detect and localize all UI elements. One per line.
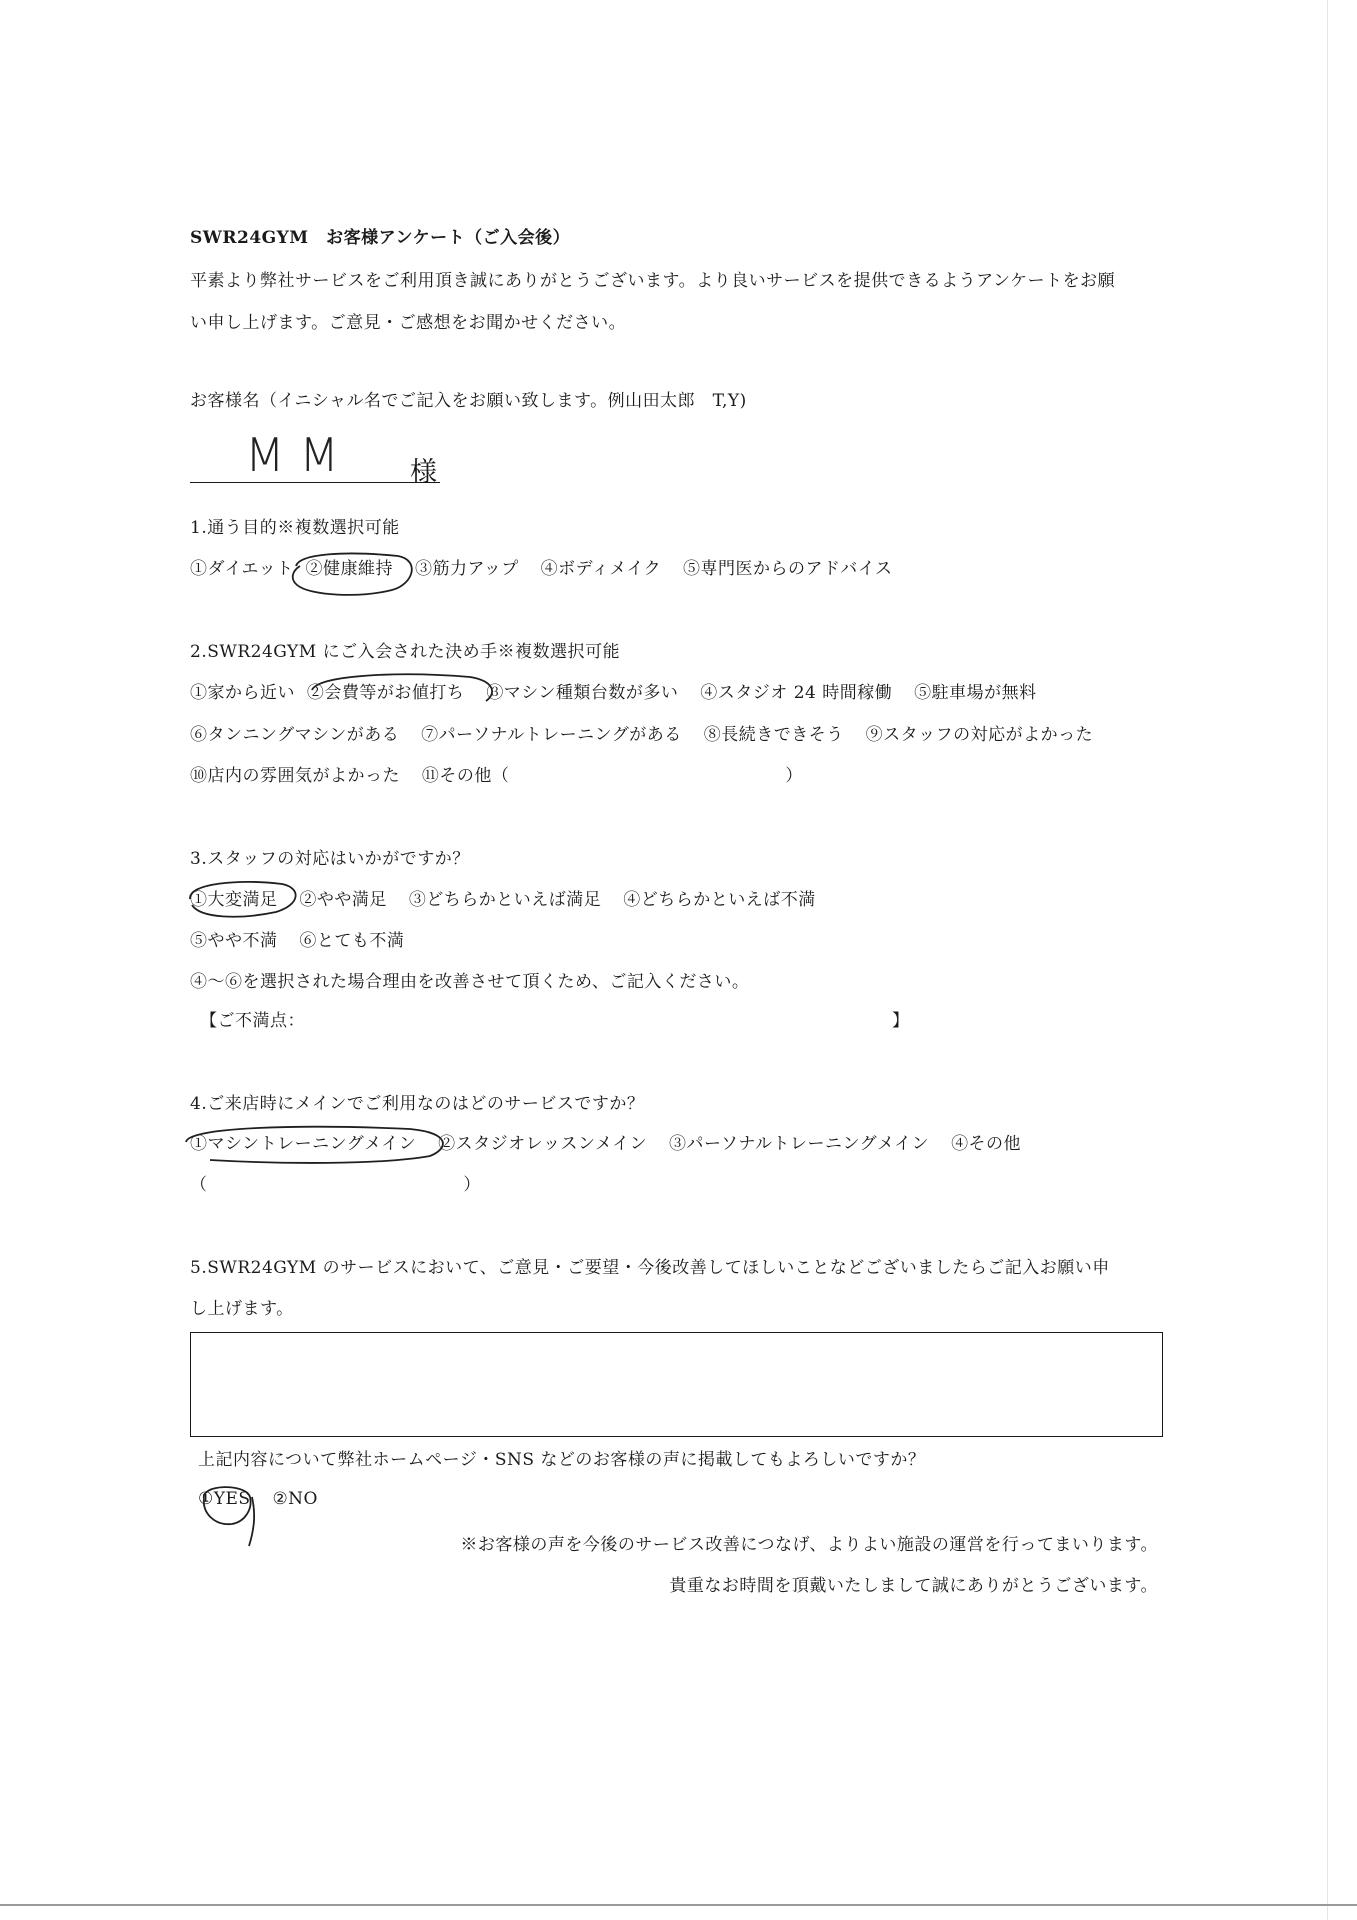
q2-options-row2 [190, 725, 1109, 745]
footer-thanks: 貴重なお時間を頂戴いたしまして誠にありがとうございます。 [669, 1576, 1158, 1596]
q4-option[interactable]: ③パーソナルトレーニングメイン [669, 1134, 930, 1154]
q1-option-selected[interactable]: ②健康維持 [305, 559, 394, 579]
footer-note: ※お客様の声を今後のサービス改善につなげ、よりよい施設の運営を行ってまいります。 [460, 1535, 1158, 1555]
q2-option[interactable]: ⑧長続きできそう [703, 725, 844, 745]
honorific: 様 [410, 457, 437, 488]
q2-options-row1 [190, 683, 1053, 703]
q4-other-open-paren: （ [190, 1175, 208, 1195]
name-underline [190, 482, 440, 483]
q1-option[interactable]: ⑤専門医からのアドバイス [683, 559, 893, 579]
scan-edge-right [1327, 0, 1328, 1920]
q2-option-selected[interactable]: ②会費等がお値打ち [306, 683, 465, 703]
intro-line-2: い申し上げます。ご意見・ご感想をお聞かせください。 [190, 313, 627, 333]
q4-option-selected[interactable]: ①マシントレーニングメイン [190, 1134, 417, 1154]
q5-title-2: し上げます。 [190, 1299, 294, 1319]
comment-textbox[interactable] [190, 1332, 1163, 1437]
q3-complaint-close: 】 [892, 1011, 910, 1031]
q1-options [190, 559, 909, 579]
consent-question: 上記内容について弊社ホームページ・SNS などのお客様の声に掲載してもよろしいですか？ [198, 1450, 926, 1470]
q2-option[interactable]: ③マシン種類台数が多い [486, 683, 679, 703]
q3-note: ④～⑥を選択された場合理由を改善させて頂くため、ご記入ください。 [190, 972, 750, 992]
q2-options-row3 [190, 766, 803, 786]
q3-option[interactable]: ⑤やや不満 [190, 931, 278, 951]
q3-option[interactable]: ②やや満足 [299, 890, 387, 910]
consent-options [198, 1489, 334, 1509]
q1-title: 1.通う目的※複数選択可能 [190, 518, 400, 538]
q5-title-1: 5.SWR24GYM のサービスにおいて、ご意見・ご要望・今後改善してほしいことなどございましたらご記入お願い申 [190, 1258, 1110, 1278]
q3-complaint-open: 【ご不満点： [200, 1011, 305, 1031]
q2-title: 2.SWR24GYM にご入会された決め手※複数選択可能 [190, 642, 621, 662]
consent-yes-selected[interactable]: ①YES [198, 1489, 251, 1509]
q4-other-line [190, 1175, 481, 1195]
q2-option[interactable]: ⑩店内の雰囲気がよかった [190, 766, 400, 786]
q3-option[interactable]: ⑥とても不満 [299, 931, 405, 951]
q4-option[interactable]: ②スタジオレッスンメイン [438, 1134, 648, 1154]
q1-option[interactable]: ③筋力アップ [414, 559, 519, 579]
q2-option[interactable]: ⑥タンニングマシンがある [190, 725, 400, 745]
q3-title: 3.スタッフの対応はいかがですか？ [190, 849, 470, 869]
q3-option[interactable]: ④どちらかといえば不満 [623, 890, 816, 910]
q2-option[interactable]: ①家から近い [190, 683, 295, 703]
q2-option[interactable]: ④スタジオ 24 時間稼働 [700, 683, 893, 703]
q3-option[interactable]: ③どちらかといえば満足 [408, 890, 602, 910]
q4-options [190, 1134, 1037, 1154]
q2-option[interactable]: ⑦パーソナルトレーニングがある [421, 725, 682, 745]
q1-option[interactable]: ①ダイエット [190, 559, 294, 579]
intro-line-1: 平素より弊社サービスをご利用頂き誠にありがとうございます。より良いサービスを提供できるようアンケートをお願 [190, 271, 1116, 291]
q2-option-other[interactable]: ⑪その他（ [421, 766, 510, 786]
q2-other-close-paren: ） [785, 766, 803, 786]
q3-options-row2 [190, 931, 420, 951]
consent-no[interactable]: ②NO [272, 1489, 318, 1509]
q4-option[interactable]: ④その他 [951, 1134, 1022, 1154]
scan-edge-bottom [0, 1904, 1357, 1906]
survey-title: SWR24GYM お客様アンケート（ご入会後） [190, 228, 571, 248]
customer-name-label: お客様名（イニシャル名でご記入をお願い致します。例山田太郎 T,Y) [190, 391, 747, 411]
q2-option[interactable]: ⑨スタッフの対応がよかった [865, 725, 1094, 745]
q4-title: 4.ご来店時にメインでご利用なのはどのサービスですか？ [190, 1094, 645, 1114]
q3-option-selected[interactable]: ①大変満足 [190, 890, 278, 910]
q2-option[interactable]: ⑤駐車場が無料 [914, 683, 1037, 703]
q3-options-row1 [190, 890, 832, 910]
handwritten-initials: M M [245, 428, 339, 482]
q1-option[interactable]: ④ボディメイク [540, 559, 662, 579]
q4-other-close-paren: ） [463, 1175, 481, 1195]
